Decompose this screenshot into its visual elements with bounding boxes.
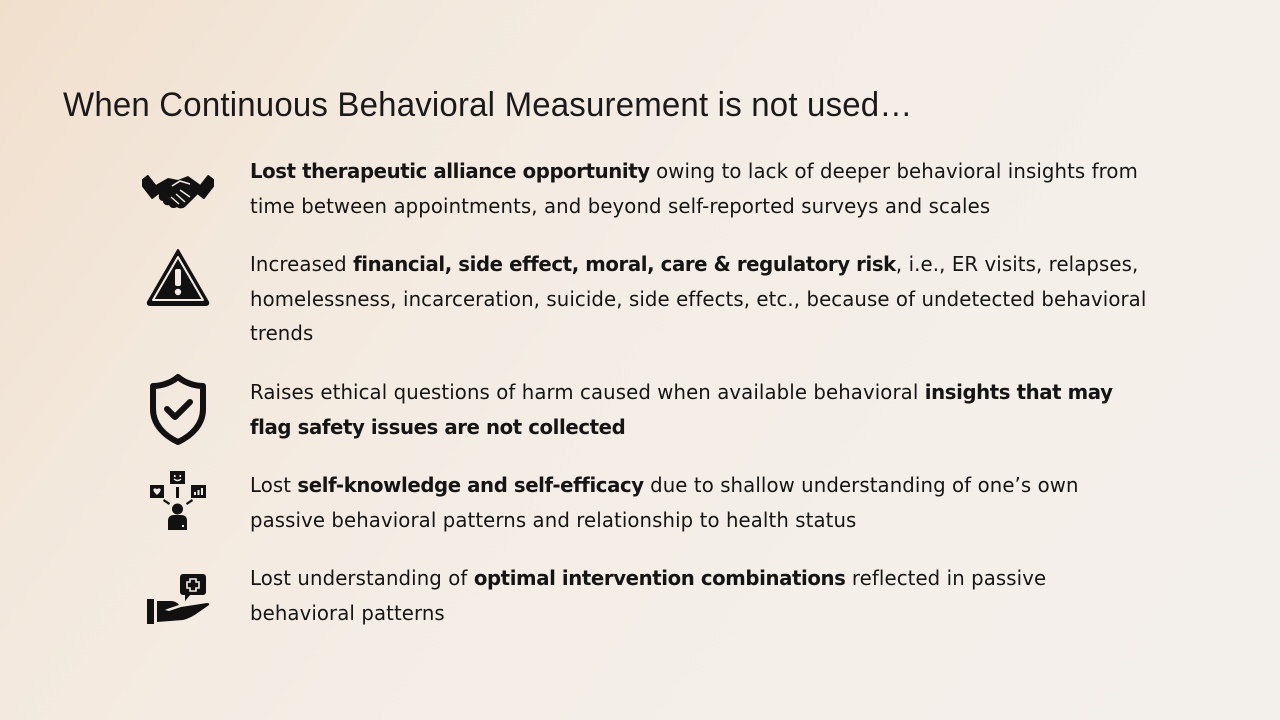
item-text: Lost self-knowledge and self-efficacy due to shallow understanding of one’s own passive behavioral patterns and relationship to health status <box>250 473 1079 532</box>
item-text: Lost understanding of optimal intervention combinations reflected in passive behavioral patterns <box>250 566 1047 625</box>
item-text: Increased financial, side effect, moral, care & regulatory risk, i.e., ER visits, relapses, homelessness, incarceration, suicide, side effects, etc., because of undetected behavioral trends <box>250 252 1147 345</box>
slide-title: When Continuous Behavioral Measurement is not used… <box>63 86 913 124</box>
item-text: Lost therapeutic alliance opportunity owing to lack of deeper behavioral insights from time between appointments, and beyond self-reported surveys and scales <box>250 159 1138 218</box>
hand-medical-care-icon <box>140 563 216 639</box>
shield-check-icon <box>140 371 216 447</box>
person-feedback-icon <box>140 462 216 538</box>
item-text: Raises ethical questions of harm caused when available behavioral insights that may flag safety issues are not collected <box>250 380 1113 439</box>
handshake-icon <box>140 150 216 226</box>
warning-triangle-icon <box>140 239 216 315</box>
